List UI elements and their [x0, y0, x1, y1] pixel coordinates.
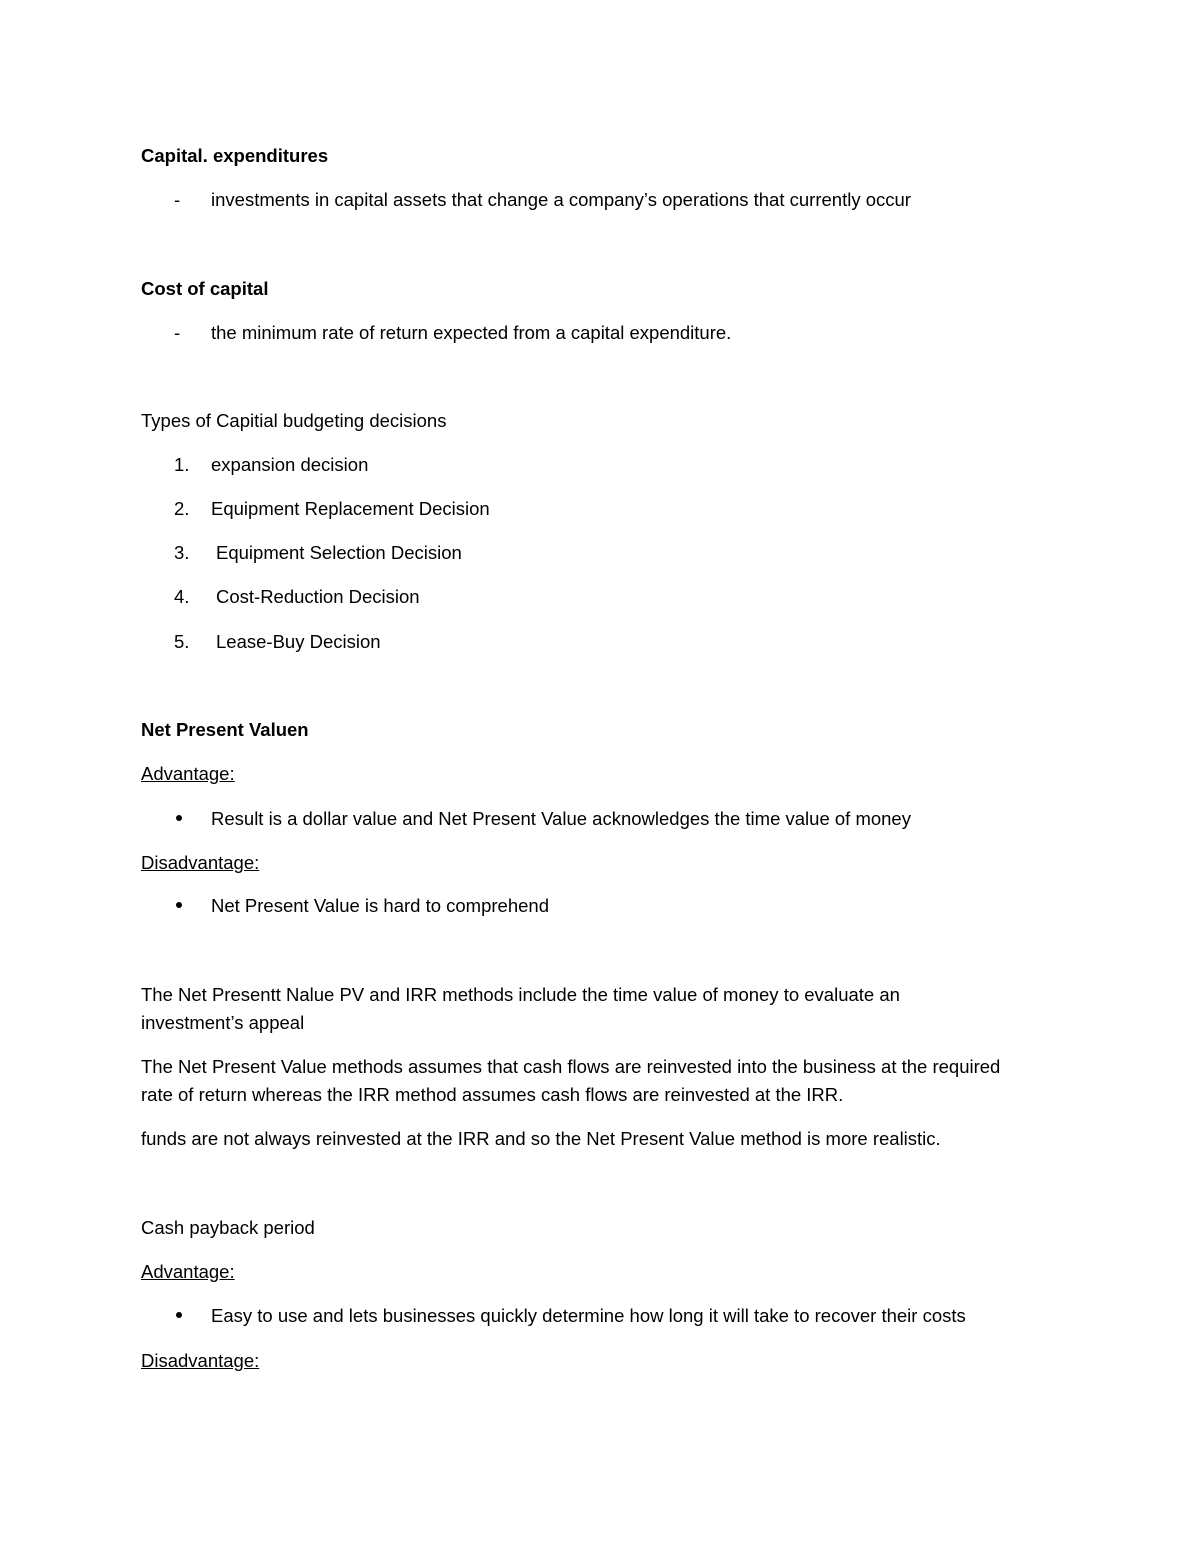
payback-advantage-item: Easy to use and lets businesses quickly determine how long it will take to recover their costs [211, 1305, 966, 1326]
types-item-number: 1. [174, 454, 190, 475]
npv-advantage-item: Result is a dollar value and Net Present Value acknowledges the time value of money [211, 808, 911, 829]
cost-of-capital-dash: - [174, 322, 181, 343]
bullet-icon [176, 902, 182, 908]
capex-dash: - [174, 189, 181, 210]
paragraph-3-line-1: funds are not always reinvested at the IRR and so the Net Present Value method is more realistic. [141, 1128, 941, 1149]
types-item-text: Equipment Selection Decision [216, 542, 462, 563]
types-item-number: 4. [174, 586, 190, 607]
payback-disadvantage-label: Disadvantage: [141, 1350, 260, 1371]
types-item-text: expansion decision [211, 454, 369, 475]
payback-heading: Cash payback period [141, 1217, 315, 1238]
capex-definition: investments in capital assets that change a company’s operations that currently occur [211, 189, 911, 210]
npv-disadvantage-item: Net Present Value is hard to comprehend [211, 895, 549, 916]
types-item-number: 3. [174, 542, 190, 563]
npv-heading: Net Present Valuen [141, 719, 309, 740]
cost-of-capital-heading: Cost of capital [141, 278, 269, 299]
payback-advantage-label: Advantage: [141, 1261, 235, 1282]
paragraph-1-line-2: investment’s appeal [141, 1012, 305, 1033]
types-item-text: Equipment Replacement Decision [211, 498, 490, 519]
npv-advantage-label: Advantage: [141, 763, 235, 784]
paragraph-2-line-1: The Net Present Value methods assumes that cash flows are reinvested into the business at the required [141, 1056, 1001, 1077]
paragraph-1-line-1: The Net Presentt Nalue PV and IRR methods include the time value of money to evaluate an [141, 984, 900, 1005]
bullet-icon [176, 1312, 182, 1318]
types-item-number: 2. [174, 498, 190, 519]
types-item-text: Lease-Buy Decision [216, 631, 381, 652]
bullet-icon [176, 815, 182, 821]
types-item-text: Cost-Reduction Decision [216, 586, 420, 607]
paragraph-2-line-2: rate of return whereas the IRR method assumes cash flows are reinvested at the IRR. [141, 1084, 844, 1105]
npv-disadvantage-label: Disadvantage: [141, 852, 260, 873]
cost-of-capital-definition: the minimum rate of return expected from a capital expenditure. [211, 322, 732, 343]
types-item-number: 5. [174, 631, 190, 652]
types-heading: Types of Capitial budgeting decisions [141, 410, 447, 431]
capex-heading: Capital. expenditures [141, 145, 329, 166]
